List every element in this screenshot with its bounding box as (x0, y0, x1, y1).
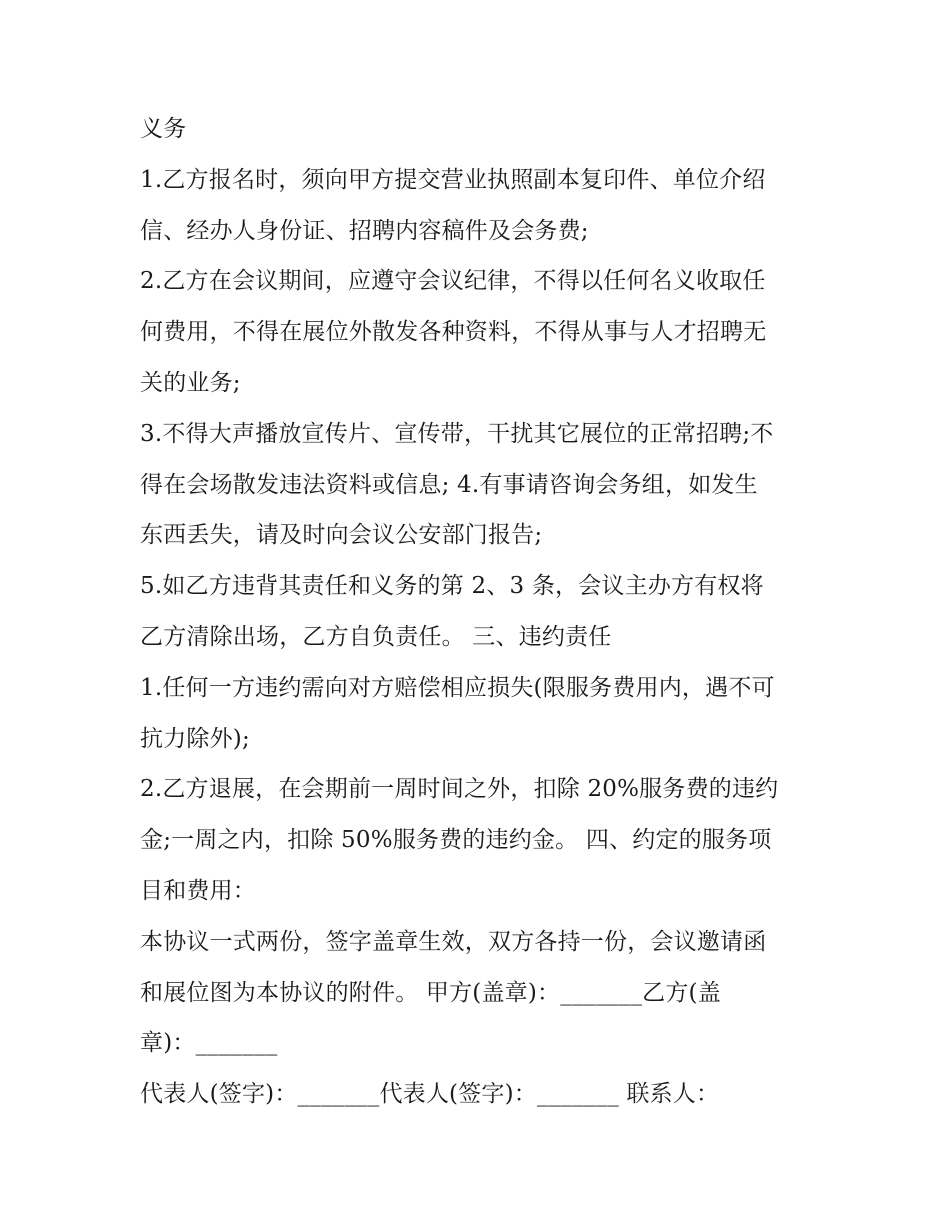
text-line: 得在会场散发违法资料或信息; 4.有事请咨询会务组，如发生 (140, 471, 758, 498)
text-line: 2.乙方在会议期间，应遵守会议纪律，不得以任何名义收取任 (140, 268, 766, 295)
document-body (140, 104, 820, 1120)
text-line: 金;一周之内，扣除 50%服务费的违约金。 四、约定的服务项 (140, 827, 772, 854)
text-line: 目和费用： (140, 877, 256, 904)
text-line: 章)：_______ (140, 1030, 278, 1057)
text-line: 3.不得大声播放宣传片、宣传带，干扰其它展位的正常招聘;不 (140, 420, 774, 447)
text-line: 代表人(签字)：_______代表人(签字)：_______ 联系人： (140, 1081, 720, 1108)
text-line: 乙方清除出场，乙方自负责任。 三、违约责任 (140, 623, 612, 650)
text-line: 1.乙方报名时，须向甲方提交营业执照副本复印件、单位介绍 (140, 166, 766, 193)
text-line: 本协议一式两份，签字盖章生效，双方各持一份，会议邀请函 (140, 928, 767, 955)
text-line: 1.任何一方违约需向对方赔偿相应损失(限服务费用内，遇不可 (140, 674, 775, 701)
text-line: 东西丢失，请及时向会议公安部门报告; (140, 522, 543, 549)
text-line: 义务 (140, 116, 187, 142)
text-line: 5.如乙方违背其责任和义务的第 2、3 条，会议主办方有权将 (140, 573, 764, 600)
text-line: 2.乙方退展，在会期前一周时间之外，扣除 20%服务费的违约 (140, 776, 779, 803)
text-line: 抗力除外); (140, 725, 250, 752)
text-line: 和展位图为本协议的附件。 甲方(盖章)：_______乙方(盖 (140, 979, 721, 1006)
text-line: 关的业务; (140, 369, 241, 396)
text-line: 何费用，不得在展位外散发各种资料，不得从事与人才招聘无 (140, 319, 767, 346)
text-line: 信、经办人身份证、招聘内容稿件及会务费; (140, 217, 589, 244)
